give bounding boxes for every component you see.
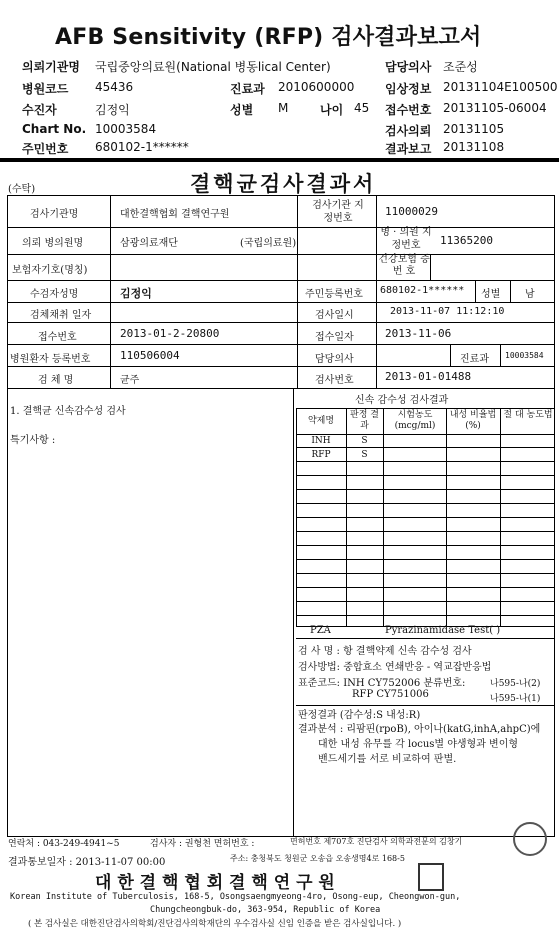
- header-value: 20131105-06004: [443, 101, 547, 115]
- sample-date-label: 검체채취 일자: [30, 310, 92, 321]
- header-value: 45: [354, 101, 370, 115]
- req-hospital-value: 삼광의료재단: [120, 238, 178, 249]
- address: 주소: 충청북도 청원군 오송읍 오송생명4로 168-5: [230, 854, 405, 863]
- health-insurance-label: 건강보험 증 번 호: [378, 254, 430, 277]
- table-row-line: [296, 559, 555, 560]
- header-key: 접수번호: [385, 103, 432, 117]
- req-hospital-label: 의뢰 병의원명: [22, 238, 84, 249]
- receipt-date-value: 2013-11-06: [385, 327, 452, 340]
- header-value: 2010600000: [278, 80, 355, 94]
- stamp-icon: [418, 863, 444, 891]
- inspect-no-value: 2013-01-01488: [385, 370, 472, 383]
- pza-label: PZA: [310, 625, 331, 636]
- table-row-line: [296, 545, 555, 546]
- col-absolute: 절 대 농도법: [503, 410, 553, 420]
- table-row-line: [296, 615, 555, 616]
- sex-label: 성별: [481, 289, 501, 300]
- method-line: 검 사 명 : 항 결핵약제 신속 감수성 검사: [298, 646, 472, 657]
- inspect-org-no-label: 검사기관 지정번호: [312, 200, 364, 224]
- department-label: 진료과: [460, 354, 489, 365]
- resident-no-value: 680102-1******: [380, 285, 465, 296]
- header-value: 10003584: [95, 122, 157, 136]
- header-key: 병원코드: [22, 82, 69, 96]
- receipt-no-value: 2013-01-2-20800: [120, 327, 220, 340]
- table-row-line: [296, 461, 555, 462]
- department-value: 10003584: [505, 351, 544, 360]
- table-row-line: [296, 489, 555, 490]
- table-row-line: [296, 475, 555, 476]
- copy-label: (수탁): [8, 184, 36, 195]
- table-row-result: S: [361, 450, 368, 460]
- header-key: 수진자: [22, 103, 57, 117]
- institute-address-en: Chungcheongbuk-do, 363-954, Republic of Korea: [150, 905, 381, 915]
- header-value: 680102-1******: [95, 140, 189, 154]
- institute-address-en: Korean Institute of Tuberculosis, 168-5, Osongsaengmyeong-4ro, Osong-eup, Cheongwon-gun,: [10, 892, 461, 902]
- patient-name-value: 김정익: [120, 287, 152, 300]
- header-key: 성별: [230, 103, 254, 117]
- header-value: 국립중앙의료원(National 병동lical Center): [95, 60, 331, 74]
- receipt-date-label: 접수일자: [315, 332, 354, 343]
- certification-note: ( 본 검사실은 대한진단검사의학회/진단검사의학재단의 우수검사실 신임 인증을 받은 검사실입니다. ): [28, 919, 402, 929]
- result-table-title: 신속 감수성 검사결과: [355, 395, 449, 406]
- header-key: 담당의사: [385, 60, 432, 74]
- col-conc: 시험농도 (mcg/ml): [394, 410, 436, 431]
- pza-test: Pyrazinamidase Test( ): [385, 625, 501, 636]
- header-value: 김정익: [95, 103, 130, 117]
- doctor-label: 담당의사: [315, 354, 354, 365]
- patient-name-label: 수검자성명: [30, 289, 79, 300]
- special-note: 특기사항 :: [10, 435, 56, 446]
- header-value: 조준성: [443, 60, 478, 74]
- header-key: 진료과: [230, 82, 265, 96]
- req-hospital-sub: (국립의료원): [240, 238, 297, 249]
- col-drug: 약제명: [307, 416, 335, 426]
- header-key: 의뢰기관명: [22, 60, 80, 74]
- inspector: 검사자 : 권형천 면허번호 :: [150, 839, 255, 849]
- col-ratio: 내성 비율법(%): [449, 410, 497, 431]
- analysis-line: 대한 내성 유무를 각 locus별 야생형과 변이형: [318, 739, 519, 750]
- header-value: 20131108: [443, 140, 505, 154]
- contact: 연락처 : 043-249-4941~5: [8, 839, 120, 849]
- class-code: 나595-나(1): [490, 694, 541, 704]
- table-row-drug: INH: [311, 436, 331, 446]
- table-row-line: [296, 517, 555, 518]
- specimen-label: 검 체 명: [38, 375, 74, 386]
- seal-icon: [513, 822, 547, 856]
- hospital-reg-no-label: 병원환자 등록번호: [10, 354, 91, 365]
- header-key: 검사의뢰: [385, 124, 432, 138]
- receipt-no-label: 접수번호: [38, 332, 77, 343]
- table-row-line: [296, 573, 555, 574]
- method-line: 검사방법: 중합효소 연쇄반응 - 역교잡반응법: [298, 662, 492, 673]
- inspect-org-label: 검사기관명: [30, 209, 79, 220]
- sex-value: 남: [525, 289, 535, 300]
- inspect-org-value: 대한결핵협회 결핵연구원: [120, 209, 230, 220]
- header-key: 주민번호: [22, 142, 69, 156]
- method-line: 표준코드: INH CY752006 분류번호:: [298, 678, 466, 689]
- table-row-line: [296, 587, 555, 588]
- hospital-reg-no-value: 110506004: [120, 349, 180, 362]
- header-key: 결과보고: [385, 142, 432, 156]
- specimen-value: 균주: [120, 375, 140, 386]
- table-row-line: [296, 503, 555, 504]
- header-value: 45436: [95, 80, 134, 94]
- institute-name: 대 한 결 핵 협 회 결 핵 연 구 원: [95, 873, 335, 893]
- table-row-line: [296, 531, 555, 532]
- inspect-no-label: 검사번호: [315, 375, 354, 386]
- table-row-line: [296, 447, 555, 448]
- inspect-date-label: 검사일시: [315, 310, 354, 321]
- analysis-line: 결과분석 : 리팜핀(rpoB), 아이나(katG,inhA,ahpC)에: [298, 724, 541, 735]
- col-result: 판정 결과: [350, 410, 379, 431]
- form-title: 결핵균검사결과서: [190, 171, 377, 196]
- header-value: 20131105: [443, 122, 505, 136]
- header-key: 임상정보: [385, 82, 432, 96]
- header-value: M: [278, 101, 289, 115]
- license: 면허번호 제707호 진단검사 의학과전문의 김창기: [290, 837, 463, 846]
- header-value: 20131104E100500: [443, 80, 558, 94]
- judgement: 판정결과 (감수성:S 내성:R): [298, 710, 421, 721]
- insurance-no-label: 보험자기호(명칭): [12, 265, 88, 276]
- analysis-line: 밴드세기를 서로 비교하여 판별.: [318, 754, 457, 765]
- resident-no-label: 주민등록번호: [305, 289, 363, 300]
- table-row-line: [296, 601, 555, 602]
- table-row-drug: RFP: [311, 450, 331, 460]
- method-line: RFP CY751006: [352, 689, 429, 700]
- test-item: 1. 결핵균 신속감수성 검사: [10, 406, 126, 417]
- inspect-date-value: 2013-11-07 11:12:10: [390, 306, 505, 317]
- hospital-no-label: 병 · 의원 지정번호: [380, 227, 432, 251]
- table-row-result: S: [361, 436, 368, 446]
- header-key: 나이: [320, 103, 344, 117]
- header-divider: [0, 158, 559, 162]
- report-title: AFB Sensitivity (RFP) 검사결과보고서: [55, 25, 482, 50]
- report-date: 결과통보일자 : 2013-11-07 00:00: [8, 857, 166, 868]
- header-key: Chart No.: [22, 122, 87, 136]
- class-code: 나595-나(2): [490, 679, 541, 689]
- hospital-no-value: 11365200: [440, 234, 493, 247]
- inspect-org-no-value: 11000029: [385, 205, 438, 218]
